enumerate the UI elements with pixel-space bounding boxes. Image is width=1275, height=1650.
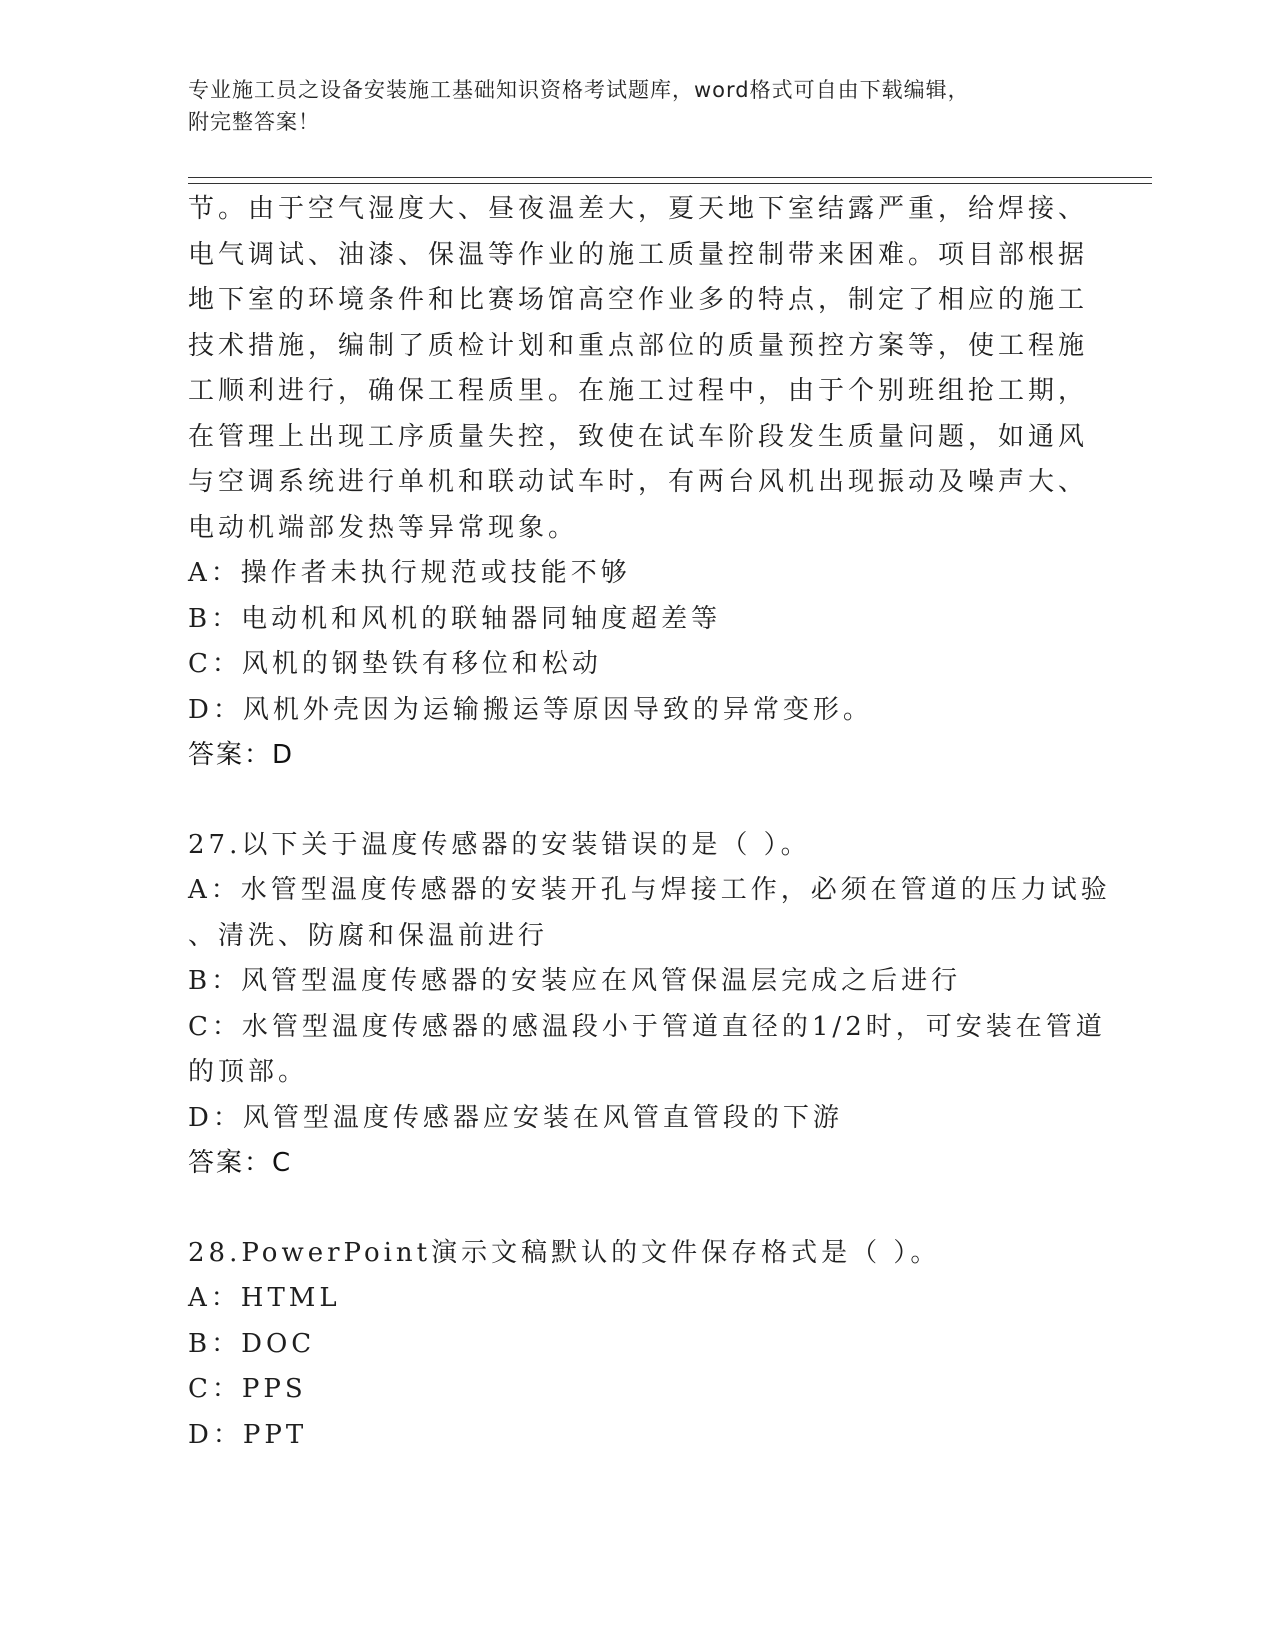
option-d: D：风机外壳因为运输搬运等原因导致的异常变形。 xyxy=(188,694,873,725)
option-b: B：DOC xyxy=(188,1328,316,1359)
header-line-2: 附完整答案！ xyxy=(188,110,320,134)
passage-line: 技术措施，编制了质检计划和重点部位的质量预控方案等，使工程施 xyxy=(188,330,1089,361)
question-27 xyxy=(188,823,1111,1187)
question-text: 28.PowerPoint演示文稿默认的文件保存格式是（ ）。 xyxy=(188,1237,941,1268)
spacer xyxy=(188,779,1088,823)
header-divider-bottom xyxy=(188,183,1152,184)
passage-line: 在管理上出现工序质量失控，致使在试车阶段发生质量问题，如通风 xyxy=(188,421,1089,452)
option-a: A：水管型温度传感器的安装开孔与焊接工作，必须在管道的压力试验 xyxy=(188,875,1111,905)
header-divider-top xyxy=(188,177,1152,178)
option-a: A：操作者未执行规范或技能不够 xyxy=(188,558,631,588)
question-26 xyxy=(188,187,1088,779)
option-d: D：PPT xyxy=(188,1419,308,1450)
option-a-continuation: 、清洗、防腐和保温前进行 xyxy=(188,920,549,951)
passage-line: 电气调试、油漆、保温等作业的施工质量控制带来困难。项目部根据 xyxy=(188,239,1089,270)
page-header xyxy=(188,74,1068,138)
option-d: D：风管型温度传感器应安装在风管直管段的下游 xyxy=(188,1102,843,1133)
option-b: B：风管型温度传感器的安装应在风管保温层完成之后进行 xyxy=(188,966,962,996)
question-text: 27.以下关于温度传感器的安装错误的是（ ）。 xyxy=(188,829,811,860)
option-c: C：风机的钢垫铁有移位和松动 xyxy=(188,649,602,679)
option-c: C：PPS xyxy=(188,1374,307,1404)
option-c-continuation: 的顶部。 xyxy=(188,1057,309,1087)
option-a: A：HTML xyxy=(188,1283,341,1313)
question-28 xyxy=(188,1231,1088,1459)
passage-line: 工顺利进行，确保工程质里。在施工过程中，由于个别班组抢工期， xyxy=(188,376,1089,406)
passage-line: 地下室的环境条件和比赛场馆高空作业多的特点，制定了相应的施工 xyxy=(188,285,1089,315)
passage-line: 电动机端部发热等异常现象。 xyxy=(188,512,579,543)
option-b: B：电动机和风机的联轴器同轴度超差等 xyxy=(188,603,722,634)
option-c: C：水管型温度传感器的感温段小于管道直径的1/2时，可安装在管道 xyxy=(188,1011,1106,1042)
spacer xyxy=(188,1187,1088,1231)
passage-line: 与空调系统进行单机和联动试车时，有两台风机出现振动及噪声大、 xyxy=(188,467,1089,497)
passage-line: 节。由于空气湿度大、昼夜温差大，夏天地下室结露严重，给焊接、 xyxy=(188,194,1089,224)
answer-line: 答案：D xyxy=(188,740,295,770)
document-body xyxy=(188,187,1111,1458)
header-line-1: 专业施工员之设备安装施工基础知识资格考试题库，word格式可自由下载编辑， xyxy=(188,78,970,102)
answer-line: 答案：C xyxy=(188,1148,293,1178)
